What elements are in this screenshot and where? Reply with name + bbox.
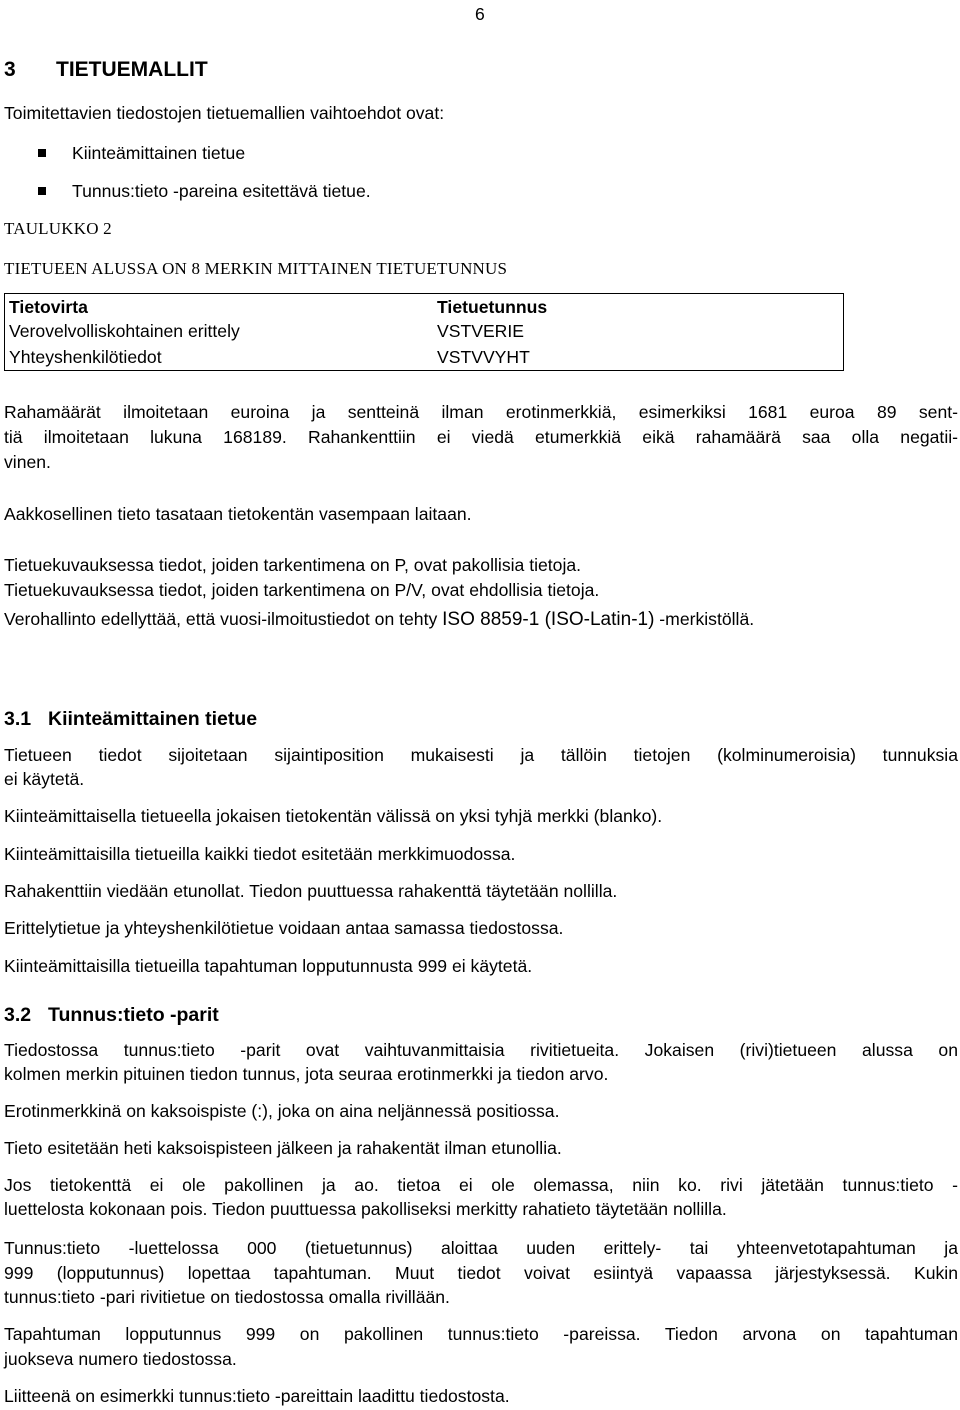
header-tietovirta: Tietovirta [9,296,88,317]
table-row [5,319,844,344]
paragraph-line: Tietueen tiedot sijoitetaan sijaintiposition mukaisesti ja tällöin tietojen (kolminumeroisia) tunnuksia [4,745,958,765]
money-paragraph-line-3: vinen. [4,452,51,472]
record-id-table [4,293,844,371]
header-tietuetunnus: Tietuetunnus [437,296,548,317]
table-row [5,345,844,371]
section-heading-3 [4,57,208,83]
paragraph-line: Tapahtuman lopputunnus 999 on pakollinen tunnus:tieto -pareissa. Tiedon arvona on tapahtuman [4,1324,958,1344]
section-title: TIETUEMALLIT [56,58,208,81]
paragraph-line: Tunnus:tieto -luettelossa 000 (tietuetunnus) aloittaa uuden erittely- tai yhteenvetotapahtuman ja [4,1238,958,1258]
table-subcaption: TIETUEEN ALUSSA ON 8 MERKIN MITTAINEN TIETUETUNNUS [4,259,508,278]
section-heading-3-2 [4,1002,219,1028]
section-number: 3.2 [4,1004,32,1026]
section-title: Tunnus:tieto -parit [48,1004,219,1026]
charset-name: ISO 8859-1 (ISO-Latin-1) [442,609,655,630]
money-paragraph-line-1: Rahamäärät ilmoitetaan euroina ja sentteinä ilman erotinmerkkiä, esimerkiksi 1681 euroa 89 sent- [4,402,958,422]
paragraph-line: ei käytetä. [4,769,85,789]
bullet-square-icon [38,187,46,195]
paragraph: Erittelytietue ja yhteyshenkilötietue voidaan antaa samassa tiedostossa. [4,918,564,938]
table-caption: TAULUKKO 2 [4,219,112,238]
conditional-fields-paragraph: Tietuekuvauksessa tiedot, joiden tarkentimena on P/V, ovat ehdollisia tietoja. [4,580,600,600]
table-cell: Yhteyshenkilötiedot [9,346,162,367]
section-heading-3-1 [4,706,257,732]
paragraph: Kiinteämittaisella tietueella jokaisen tietokentän välissä on yksi tyhjä merkki (blanko). [4,806,663,826]
paragraph: Erotinmerkkinä on kaksoispiste (:), joka on aina neljännessä positiossa. [4,1101,560,1121]
list-item-text: Tunnus:tieto -pareina esitettävä tietue. [72,181,371,201]
section-number: 3.1 [4,708,32,730]
alpha-paragraph: Aakkosellinen tieto tasataan tietokentän vasempaan laitaan. [4,504,472,524]
section-number: 3 [4,58,16,81]
required-fields-paragraph: Tietuekuvauksessa tiedot, joiden tarkentimena on P, ovat pakollisia tietoja. [4,555,582,575]
paragraph-line: juokseva numero tiedostossa. [4,1349,237,1369]
money-paragraph-line-2: tiä ilmoitetaan lukuna 168189. Rahankenttiin ei viedä etumerkkiä eikä rahamäärä saa olla negatii- [4,427,958,447]
table-cell: VSTVVYHT [437,346,530,367]
charset-paragraph [4,607,754,632]
list-item-text: Kiinteämittainen tietue [72,143,246,163]
table-cell: VSTVERIE [437,321,525,342]
paragraph-line: Jos tietokenttä ei ole pakollinen ja ao. tietoa ei ole olemassa, niin ko. rivi jätetään tunnus:tieto - [4,1175,958,1195]
paragraph: Kiinteämittaisilla tietueilla tapahtuman lopputunnusta 999 ei käytetä. [4,956,533,976]
charset-text: -merkistöllä. [654,609,755,629]
paragraph-line: luettelosta kokonaan pois. Tiedon puuttuessa pakolliseksi merkitty rahatieto täytetään nollilla. [4,1199,727,1219]
paragraph-line: kolmen merkin pituinen tiedon tunnus, jota seuraa erotinmerkki ja tiedon arvo. [4,1064,609,1084]
section-title: Kiinteämittainen tietue [48,708,258,730]
table-header-row [5,294,844,320]
intro-paragraph: Toimitettavien tiedostojen tietuemallien vaihtoehdot ovat: [4,103,445,123]
paragraph-line: 999 (lopputunnus) lopettaa tapahtuman. Muut tiedot voivat esiintyä vapaassa järjestyksessä. Kukin [4,1263,958,1283]
bullet-square-icon [38,149,46,157]
paragraph-line: Tiedostossa tunnus:tieto -parit ovat vaihtuvanmittaisia rivitietueita. Jokaisen (rivi)tietueen alussa on [4,1040,958,1060]
page-number: 6 [475,4,485,24]
table-cell: Verovelvolliskohtainen erittely [9,321,240,342]
paragraph: Tieto esitetään heti kaksoispisteen jälkeen ja rahakentät ilman etunollia. [4,1138,562,1158]
paragraph: Kiinteämittaisilla tietueilla kaikki tiedot esitetään merkkimuodossa. [4,844,516,864]
paragraph: Liitteenä on esimerkki tunnus:tieto -pareittain laadittu tiedostosta. [4,1386,510,1406]
paragraph-line: tunnus:tieto -pari rivitietue on tiedostossa omalla rivillään. [4,1287,450,1307]
paragraph: Rahakenttiin viedään etunollat. Tiedon puuttuessa rahakenttä täytetään nollilla. [4,881,618,901]
charset-text: Verohallinto edellyttää, että vuosi-ilmoitustiedot on tehty [4,609,443,629]
